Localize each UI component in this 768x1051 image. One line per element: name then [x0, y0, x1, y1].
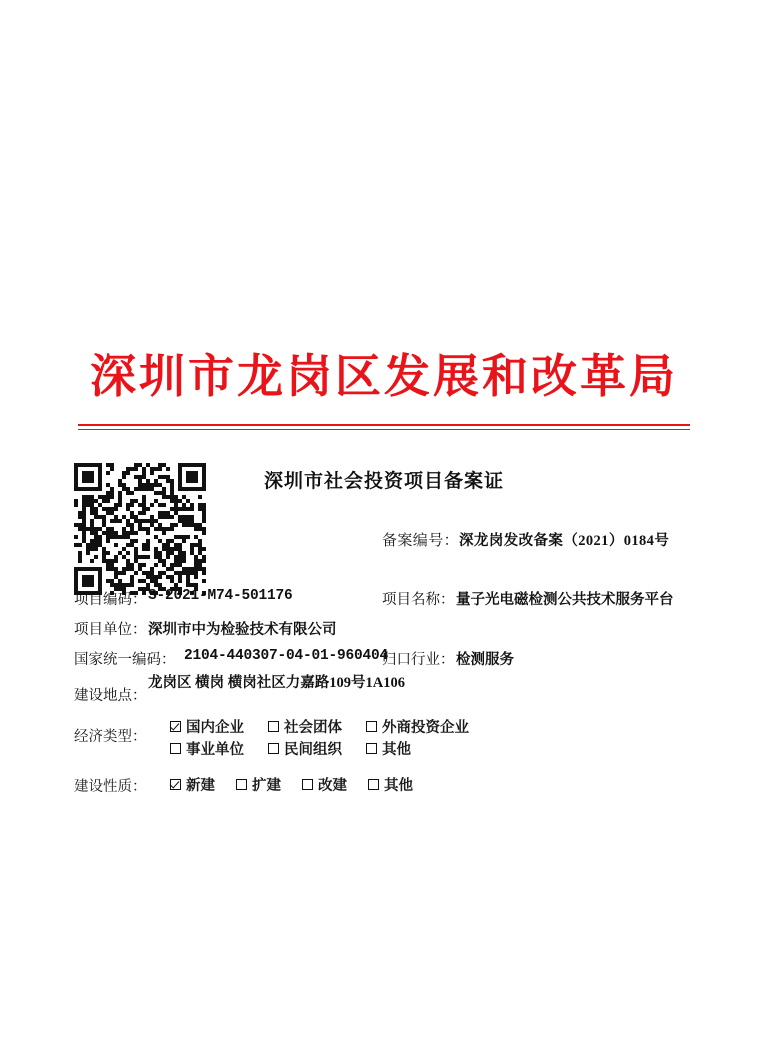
construction-nature-option-2-label: 改建 [318, 778, 347, 794]
location-value: 龙岗区 横岗 横岗社区力嘉路109号1A106 [148, 675, 405, 691]
checkbox-nature-2[interactable] [302, 779, 313, 790]
checkbox-nature-3[interactable] [368, 779, 379, 790]
checkbox-nature-0[interactable] [170, 779, 181, 790]
checkbox-economy-3[interactable] [170, 743, 181, 754]
construction-nature-option-2[interactable] [302, 774, 347, 795]
issuing-authority-title: 深圳市龙岗区发展和改革局 [90, 349, 678, 403]
economy-type-label: 经济类型： [74, 729, 147, 745]
project-unit-value: 深圳市中为检验技术有限公司 [148, 622, 337, 638]
construction-nature-label: 建设性质： [74, 779, 147, 795]
row-location [74, 675, 694, 708]
checkbox-nature-1[interactable] [236, 779, 247, 790]
economy-type-option-5[interactable] [366, 738, 411, 759]
row-project-code [74, 588, 694, 618]
construction-nature-option-1-label: 扩建 [252, 778, 281, 794]
economy-type-option-4-label: 民间组织 [284, 742, 342, 758]
checkbox-economy-5[interactable] [366, 743, 377, 754]
record-number-label: 备案编号： [382, 533, 460, 549]
row-project-unit [74, 618, 694, 648]
checkbox-economy-4[interactable] [268, 743, 279, 754]
economy-type-option-1-label: 社会团体 [284, 720, 342, 736]
economy-type-option-1[interactable] [268, 716, 342, 737]
document-title: 深圳市社会投资项目备案证 [263, 471, 504, 492]
economy-type-group [74, 716, 694, 762]
economy-type-option-2-label: 外商投资企业 [382, 720, 469, 736]
unified-code-value: 2104-440307-04-01-960404 [184, 648, 389, 664]
construction-nature-option-3-label: 其他 [384, 778, 413, 794]
construction-nature-option-3[interactable] [368, 774, 413, 795]
project-code-label: 项目编码： [74, 592, 147, 608]
divider-thin-line [78, 429, 690, 430]
economy-type-option-2[interactable] [366, 716, 469, 737]
record-number [382, 529, 670, 550]
construction-nature-option-1[interactable] [236, 774, 281, 795]
unified-code-label: 国家统一编码： [74, 652, 176, 668]
economy-type-option-0-label: 国内企业 [186, 720, 244, 736]
checkbox-economy-1[interactable] [268, 721, 279, 732]
field-list [74, 588, 694, 795]
construction-nature-option-0-label: 新建 [186, 778, 215, 794]
economy-type-option-3-label: 事业单位 [186, 742, 244, 758]
qr-code-graphic [74, 463, 206, 595]
economy-type-option-4[interactable] [268, 738, 342, 759]
location-label: 建设地点： [74, 688, 147, 704]
document-header [0, 349, 768, 403]
project-unit-label: 项目单位： [74, 622, 147, 638]
record-number-value: 深龙岗发改备案（2021）0184号 [459, 533, 670, 549]
checkbox-economy-2[interactable] [366, 721, 377, 732]
divider-thick-line [78, 424, 690, 426]
construction-nature-group [74, 774, 694, 798]
industry-label: 归口行业： [382, 652, 455, 668]
project-name-value: 量子光电磁检测公共技术服务平台 [456, 592, 674, 608]
header-divider [78, 424, 690, 430]
industry-value: 检测服务 [456, 652, 514, 668]
checkbox-economy-0[interactable] [170, 721, 181, 732]
economy-type-option-0[interactable] [170, 716, 244, 737]
economy-type-option-5-label: 其他 [382, 742, 411, 758]
construction-nature-option-0[interactable] [170, 774, 215, 795]
economy-type-option-3[interactable] [170, 738, 244, 759]
qr-code-icon [74, 463, 206, 595]
project-code-value: S-2021-M74-501176 [148, 588, 293, 604]
project-name-label: 项目名称： [382, 592, 455, 608]
